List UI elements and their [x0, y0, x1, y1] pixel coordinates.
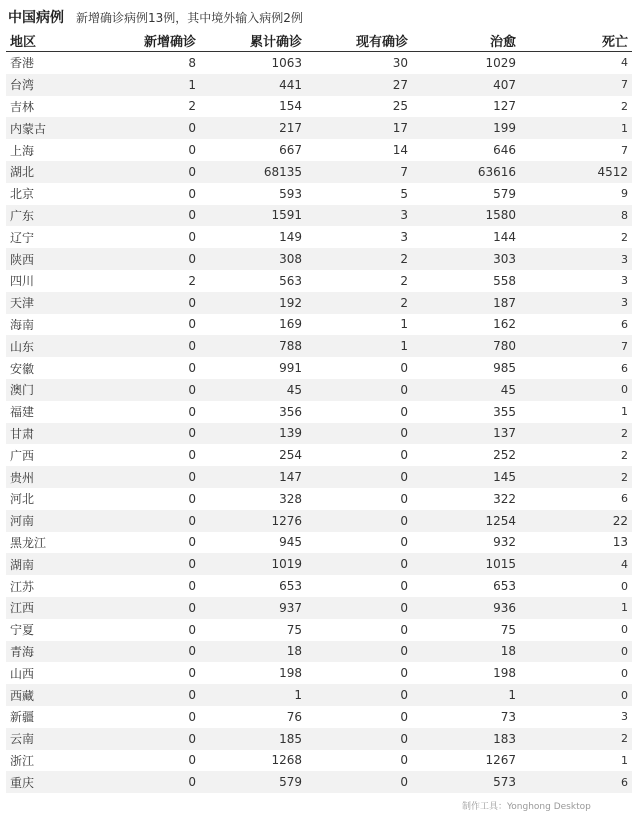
cell-total: 169: [279, 317, 302, 332]
cell-deaths: 1: [520, 117, 632, 139]
cell-new: 0: [90, 248, 200, 270]
cell-deaths: 3: [520, 292, 632, 314]
cell-cured: 75: [500, 622, 516, 637]
cell-deaths: 6: [621, 361, 628, 375]
cell-total: 945: [279, 535, 302, 550]
cell-current: 0: [400, 535, 408, 550]
cell-cured: 932: [493, 535, 516, 550]
cell-current: 0: [306, 597, 412, 619]
cell-new: 0: [90, 641, 200, 663]
cell-current: 2: [400, 273, 408, 288]
cell-new: 0: [188, 535, 196, 550]
cell-region: 海南: [10, 317, 35, 332]
cell-cured: 63616: [412, 161, 520, 183]
cell-region: 江苏: [10, 579, 35, 594]
cell-new: 0: [90, 510, 200, 532]
cell-new: 1: [90, 74, 200, 96]
table-row: [6, 575, 632, 597]
column-header-current[interactable]: 现有确诊: [306, 30, 412, 52]
cell-cured: 45: [412, 379, 520, 401]
cell-current: 0: [306, 728, 412, 750]
cell-region: 香港: [10, 56, 35, 71]
cell-total: 593: [279, 186, 302, 201]
page-title: 中国病例: [8, 10, 64, 26]
cell-region: 西藏: [6, 684, 90, 706]
cell-region: 湖北: [6, 161, 90, 183]
cell-total: 1268: [271, 753, 302, 768]
case-table: [6, 30, 632, 793]
cell-cured: 407: [412, 74, 520, 96]
cell-total: 1063: [271, 55, 302, 70]
table-row: [6, 706, 632, 728]
cell-total: 1019: [200, 553, 306, 575]
cell-new: 0: [188, 491, 196, 506]
cell-new: 0: [188, 143, 196, 158]
cell-cured: 1254: [412, 510, 520, 532]
cell-new: 0: [90, 379, 200, 401]
cell-new: 0: [188, 361, 196, 376]
cell-total: 254: [279, 448, 302, 463]
cell-deaths: 2: [520, 466, 632, 488]
cell-current: 0: [306, 684, 412, 706]
cell-cured: 303: [412, 248, 520, 270]
table-row: [6, 771, 632, 793]
cell-new: 0: [90, 466, 200, 488]
cell-new: 0: [90, 423, 200, 445]
cell-total: 328: [279, 491, 302, 506]
cell-new: 0: [188, 448, 196, 463]
cell-deaths: 0: [621, 579, 628, 593]
table-row: [6, 641, 632, 663]
cell-current: 1: [400, 317, 408, 332]
table-row: [6, 205, 632, 227]
table-row: [6, 335, 632, 357]
cell-region: 四川: [10, 274, 35, 289]
column-header-region[interactable]: 地区: [6, 30, 90, 52]
cell-current: 30: [392, 55, 408, 70]
table-row: [6, 597, 632, 619]
cell-deaths: 6: [621, 492, 628, 506]
cell-cured: 1015: [412, 553, 520, 575]
cell-total: 653: [279, 579, 302, 594]
cell-deaths: 6: [621, 317, 628, 331]
page-header: [8, 6, 303, 28]
cell-region: 青海: [6, 641, 90, 663]
cell-new: 0: [188, 622, 196, 637]
cell-deaths: 7: [520, 74, 632, 96]
cell-region: 重庆: [6, 771, 90, 793]
cell-deaths: 4: [520, 553, 632, 575]
cell-deaths: 3: [520, 248, 632, 270]
cell-cured: 322: [493, 491, 516, 506]
cell-region: 贵州: [6, 466, 90, 488]
cell-region: 安徽: [10, 361, 35, 376]
cell-total: 45: [200, 379, 306, 401]
cell-new: 0: [90, 597, 200, 619]
cell-new: 0: [188, 230, 196, 245]
cell-new: 0: [90, 205, 200, 227]
cell-total: 356: [279, 404, 302, 419]
cell-cured: 780: [412, 335, 520, 357]
cell-current: 0: [400, 622, 408, 637]
cell-current: 0: [306, 553, 412, 575]
cell-deaths: 1: [621, 405, 628, 419]
cell-deaths: 2: [621, 99, 628, 113]
cell-total: 579: [200, 771, 306, 793]
cell-cured: 145: [412, 466, 520, 488]
cell-deaths: 0: [520, 684, 632, 706]
cell-total: 667: [279, 143, 302, 158]
table-row: [6, 619, 632, 641]
cell-cured: 199: [412, 117, 520, 139]
cell-region: 黑龙江: [10, 535, 47, 550]
cell-current: 0: [306, 466, 412, 488]
cell-new: 0: [188, 186, 196, 201]
page-subtitle: 新增确诊病例13例，其中境外输入病例2例: [76, 10, 303, 25]
table-row: [6, 379, 632, 401]
cell-total: 1591: [200, 205, 306, 227]
column-header-cured[interactable]: 治愈: [412, 30, 520, 52]
cell-cured: 183: [412, 728, 520, 750]
cell-new: 0: [90, 117, 200, 139]
cell-deaths: 4512: [520, 161, 632, 183]
table-row: [6, 532, 632, 554]
cell-current: 25: [392, 99, 408, 114]
cell-current: 0: [400, 404, 408, 419]
table-row: [6, 314, 632, 336]
cell-current: 0: [400, 709, 408, 724]
cell-deaths: 7: [621, 143, 628, 157]
column-header-deaths[interactable]: 死亡: [520, 30, 632, 52]
cell-cured: 558: [493, 273, 516, 288]
cell-current: 2: [306, 248, 412, 270]
cell-total: 1: [200, 684, 306, 706]
cell-region: 江西: [6, 597, 90, 619]
cell-new: 0: [90, 728, 200, 750]
cell-region: 山西: [10, 666, 35, 681]
table-row: [6, 270, 632, 292]
table-row: [6, 226, 632, 248]
cell-current: 0: [400, 491, 408, 506]
cell-cured: 144: [493, 230, 516, 245]
table-row: [6, 183, 632, 205]
cell-total: 185: [200, 728, 306, 750]
cell-cured: 252: [493, 448, 516, 463]
table-body: [6, 52, 632, 794]
cell-region: 内蒙古: [6, 117, 90, 139]
cell-current: 3: [306, 205, 412, 227]
cell-deaths: 1: [520, 597, 632, 619]
cell-current: 0: [400, 579, 408, 594]
cell-region: 河北: [10, 492, 35, 507]
cell-cured: 162: [493, 317, 516, 332]
column-header-total[interactable]: 累计确诊: [200, 30, 306, 52]
table-row: [6, 684, 632, 706]
table-row: [6, 466, 632, 488]
cell-total: 1276: [200, 510, 306, 532]
cell-cured: 1267: [485, 753, 516, 768]
cell-deaths: 0: [520, 641, 632, 663]
cell-cured: 573: [412, 771, 520, 793]
cell-current: 5: [400, 186, 408, 201]
cell-region: 新疆: [10, 710, 35, 725]
table-row: [6, 662, 632, 684]
cell-cured: 73: [500, 709, 516, 724]
cell-total: 154: [279, 99, 302, 114]
cell-new: 0: [188, 579, 196, 594]
cell-cured: 653: [493, 579, 516, 594]
cell-total: 76: [286, 709, 302, 724]
cell-cured: 355: [493, 404, 516, 419]
cell-current: 2: [306, 292, 412, 314]
cell-total: 139: [200, 423, 306, 445]
cell-deaths: 0: [621, 623, 628, 637]
cell-total: 788: [200, 335, 306, 357]
cell-cured: 936: [412, 597, 520, 619]
table-row: [6, 728, 632, 750]
table-row: [6, 248, 632, 270]
cell-cured: 198: [493, 666, 516, 681]
cell-new: 0: [90, 292, 200, 314]
column-header-new[interactable]: 新增确诊: [90, 30, 200, 52]
cell-current: 0: [306, 423, 412, 445]
cell-deaths: 8: [520, 205, 632, 227]
table-row: [6, 161, 632, 183]
cell-total: 441: [200, 74, 306, 96]
cell-current: 27: [306, 74, 412, 96]
cell-region: 陕西: [6, 248, 90, 270]
cell-new: 0: [90, 161, 200, 183]
cell-total: 149: [279, 230, 302, 245]
cell-total: 75: [286, 622, 302, 637]
table-row: [6, 423, 632, 445]
table-row: [6, 750, 632, 772]
cell-total: 192: [200, 292, 306, 314]
cell-total: 68135: [200, 161, 306, 183]
cell-region: 山东: [6, 335, 90, 357]
table-header-row: [6, 30, 632, 52]
cell-current: 0: [306, 771, 412, 793]
cell-cured: 646: [493, 143, 516, 158]
cell-new: 2: [188, 99, 196, 114]
cell-cured: 18: [412, 641, 520, 663]
cell-total: 991: [279, 361, 302, 376]
cell-deaths: 2: [520, 423, 632, 445]
cell-cured: 1: [412, 684, 520, 706]
cell-deaths: 2: [621, 448, 628, 462]
cell-new: 0: [188, 317, 196, 332]
cell-region: 广西: [10, 448, 35, 463]
cell-cured: 137: [412, 423, 520, 445]
cell-current: 1: [306, 335, 412, 357]
cell-total: 147: [200, 466, 306, 488]
cell-total: 198: [279, 666, 302, 681]
cell-deaths: 1: [621, 753, 628, 767]
table-row: [6, 292, 632, 314]
cell-region: 辽宁: [10, 230, 35, 245]
cell-current: 0: [400, 666, 408, 681]
cell-region: 河南: [6, 510, 90, 532]
cell-current: 3: [400, 230, 408, 245]
cell-current: 0: [400, 448, 408, 463]
cell-region: 澳门: [6, 379, 90, 401]
cell-total: 18: [200, 641, 306, 663]
cell-new: 0: [90, 335, 200, 357]
table-row: [6, 52, 632, 74]
cell-current: 0: [306, 379, 412, 401]
cell-new: 0: [188, 404, 196, 419]
cell-current: 0: [306, 641, 412, 663]
cell-new: 8: [188, 55, 196, 70]
cell-region: 甘肃: [6, 423, 90, 445]
cell-current: 17: [306, 117, 412, 139]
cell-region: 上海: [10, 143, 35, 158]
cell-deaths: 13: [612, 535, 628, 550]
cell-new: 2: [188, 273, 196, 288]
cell-region: 云南: [6, 728, 90, 750]
cell-new: 0: [90, 553, 200, 575]
cell-total: 937: [200, 597, 306, 619]
table-row: [6, 488, 632, 510]
cell-region: 福建: [10, 405, 35, 420]
cell-current: 0: [400, 361, 408, 376]
cell-deaths: 9: [621, 187, 628, 201]
cell-region: 宁夏: [10, 623, 35, 638]
cell-region: 天津: [6, 292, 90, 314]
cell-new: 0: [188, 753, 196, 768]
cell-region: 湖南: [6, 553, 90, 575]
table-row: [6, 74, 632, 96]
table-row: [6, 117, 632, 139]
cell-cured: 1580: [412, 205, 520, 227]
footer-credit: 制作工具：Yonghong Desktop: [462, 802, 591, 812]
cell-cured: 127: [493, 99, 516, 114]
cell-new: 0: [90, 684, 200, 706]
cell-new: 0: [188, 709, 196, 724]
cell-current: 7: [306, 161, 412, 183]
cell-current: 0: [306, 510, 412, 532]
cell-region: 台湾: [6, 74, 90, 96]
cell-region: 广东: [6, 205, 90, 227]
cell-region: 吉林: [10, 99, 35, 114]
table-row: [6, 357, 632, 379]
cell-cured: 1029: [485, 55, 516, 70]
cell-total: 563: [279, 273, 302, 288]
cell-deaths: 0: [621, 666, 628, 680]
table-row: [6, 510, 632, 532]
table-row: [6, 444, 632, 466]
cell-current: 0: [400, 753, 408, 768]
table-row: [6, 139, 632, 161]
table-row: [6, 96, 632, 118]
cell-deaths: 3: [621, 710, 628, 724]
cell-total: 308: [200, 248, 306, 270]
cell-deaths: 2: [621, 230, 628, 244]
cell-deaths: 4: [621, 56, 628, 70]
cell-deaths: 0: [520, 379, 632, 401]
table-row: [6, 553, 632, 575]
cell-cured: 187: [412, 292, 520, 314]
table-row: [6, 401, 632, 423]
cell-region: 浙江: [10, 753, 35, 768]
cell-cured: 579: [493, 186, 516, 201]
cell-current: 14: [392, 143, 408, 158]
cell-cured: 985: [493, 361, 516, 376]
cell-deaths: 2: [520, 728, 632, 750]
cell-new: 0: [90, 771, 200, 793]
cell-deaths: 7: [520, 335, 632, 357]
cell-deaths: 6: [520, 771, 632, 793]
cell-deaths: 3: [621, 274, 628, 288]
cell-region: 北京: [10, 187, 35, 202]
cell-deaths: 22: [520, 510, 632, 532]
cell-new: 0: [188, 666, 196, 681]
cell-total: 217: [200, 117, 306, 139]
